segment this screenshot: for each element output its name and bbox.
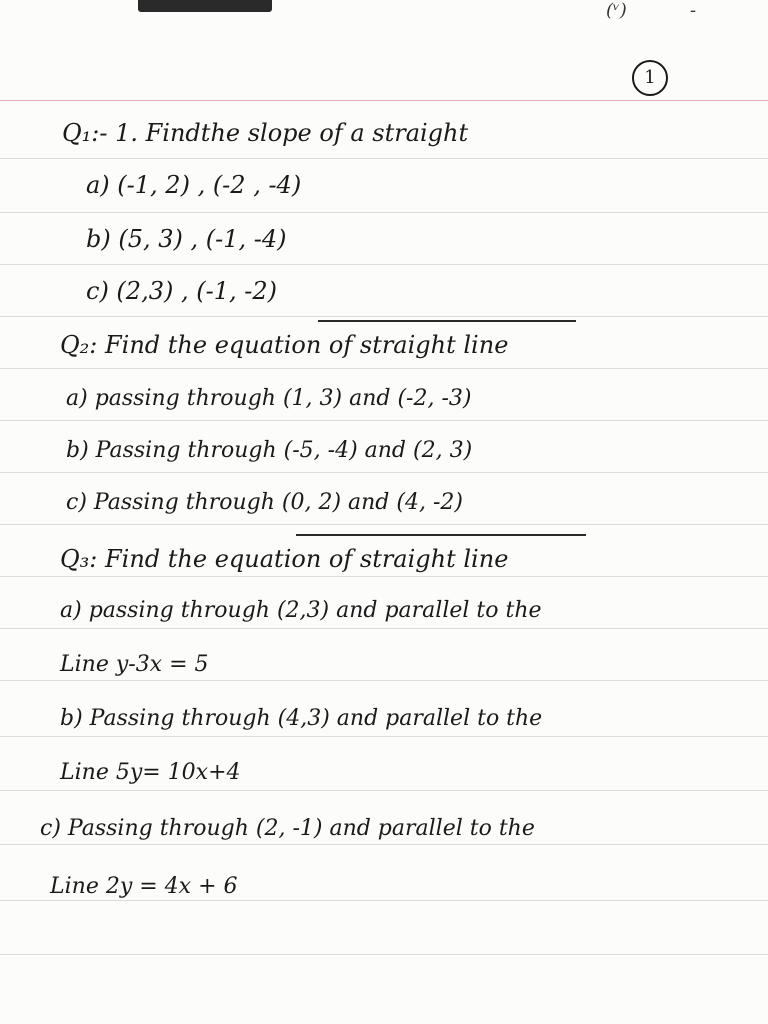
corner-dash: - xyxy=(690,0,697,21)
q2-item-b: b) Passing through (-5, -4) and (2, 3) xyxy=(66,438,473,463)
ruled-line xyxy=(0,316,768,317)
page-top-shadow xyxy=(138,0,272,12)
ruled-line xyxy=(0,212,768,213)
ruled-line xyxy=(0,954,768,955)
section-divider xyxy=(318,320,576,322)
top-margin-line xyxy=(0,100,768,101)
ruled-line xyxy=(0,420,768,421)
q1-item-c: c) (2,3) , (-1, -2) xyxy=(86,277,277,305)
ruled-line xyxy=(0,736,768,737)
ruled-line xyxy=(0,264,768,265)
corner-mark: (ᵛ) xyxy=(606,0,627,21)
ruled-line xyxy=(0,158,768,159)
ruled-line xyxy=(0,368,768,369)
q3-item-b-line2: Line 5y= 10x+4 xyxy=(60,760,241,785)
ruled-line xyxy=(0,628,768,629)
q3-item-b-line1: b) Passing through (4,3) and parallel to the xyxy=(60,706,543,731)
q3-item-a-line1: a) passing through (2,3) and parallel to the xyxy=(60,598,542,623)
q3-item-c-line1: c) Passing through (2, -1) and parallel to the xyxy=(40,816,535,841)
q2-item-c: c) Passing through (0, 2) and (4, -2) xyxy=(66,490,463,515)
ruled-line xyxy=(0,472,768,473)
q1-heading: Q₁:- 1. Findthe slope of a straight xyxy=(62,119,469,147)
ruled-line xyxy=(0,680,768,681)
q2-heading: Q₂: Find the equation of straight line xyxy=(60,331,509,359)
q3-item-a-line2: Line y-3x = 5 xyxy=(60,652,209,677)
q1-item-a: a) (-1, 2) , (-2 , -4) xyxy=(86,171,302,199)
ruled-line xyxy=(0,576,768,577)
ruled-line xyxy=(0,524,768,525)
q1-item-b: b) (5, 3) , (-1, -4) xyxy=(86,225,287,253)
q3-item-c-line2: Line 2y = 4x + 6 xyxy=(50,874,238,899)
ruled-line xyxy=(0,844,768,845)
q3-heading: Q₃: Find the equation of straight line xyxy=(60,545,509,573)
page-number-circle: 1 xyxy=(632,60,668,96)
section-divider xyxy=(296,534,586,536)
ruled-line xyxy=(0,790,768,791)
q2-item-a: a) passing through (1, 3) and (-2, -3) xyxy=(66,386,472,411)
